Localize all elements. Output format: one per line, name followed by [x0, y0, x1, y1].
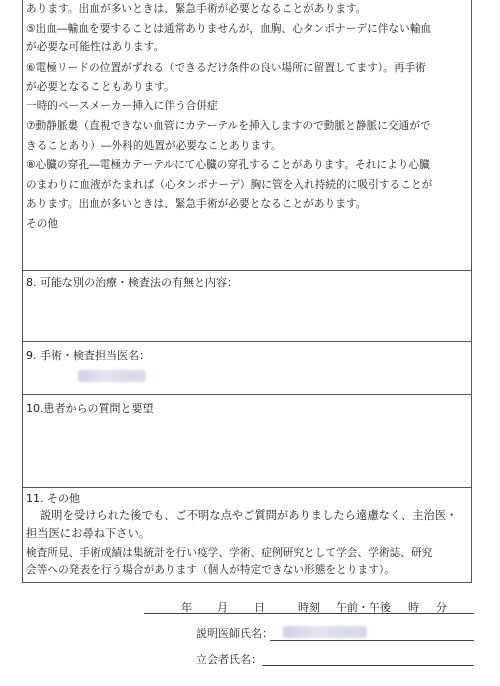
text-line: ⑤出血―輸血を要することは通常ありませんが，血胸、心タンポナーデに伴ない輸血 [26, 23, 432, 35]
section-divider [22, 341, 472, 342]
witness-underline [262, 665, 474, 666]
notice-line: 検査所見、手術成績は集統計を行い疫学、学術、症例研究として学会、学術誌、研究 [26, 547, 433, 559]
month-label: 月 [217, 601, 228, 614]
date-underline [144, 613, 474, 614]
section-divider [22, 487, 472, 488]
notice-line: 会等への発表を行う場合があります（個人が特定できない形態をとります）。 [26, 564, 395, 576]
text-line: あります。出血が多いときは、緊急手術が必要となることがあります。 [26, 198, 367, 210]
section-8-label: 8. 可能な別の治療・検査法の有無と内容： [26, 276, 238, 289]
explainer-underline [270, 640, 474, 641]
year-label: 年 [181, 601, 192, 614]
text-line: ⑧心臓の穿孔―電極カテーテルにて心臓の穿孔することがあります。それにより心臓 [26, 159, 430, 171]
day-label: 日 [254, 601, 265, 614]
time-label: 時刻 [298, 601, 320, 614]
witness-label: 立会者氏名： [196, 653, 262, 666]
text-line: その他 [26, 218, 59, 230]
section-divider [22, 270, 472, 271]
hour-label: 時 [408, 601, 419, 614]
text-line: ⑦動静脈婁（直視できない血管にカテーテルを挿入しますので動脈と静脈に交通がで [26, 120, 431, 132]
text-line: ⑥電極リードの位置がずれる（できるだけ条件の良い場所に留置してます）。再手術 [26, 62, 426, 74]
am-pm-label: 午前・午後 [336, 601, 391, 614]
notice-line: 担当医にお尋ね下さい。 [26, 527, 151, 540]
section-10-label: 10.患者からの質問と要望 [26, 402, 154, 415]
text-line: きることあり）―外科的処置が必要なことあります。 [26, 140, 282, 152]
text-line: が必要となることもあります。 [26, 81, 175, 93]
consent-form-sheet [22, 0, 472, 583]
text-line: 一時的ペースメーカー挿入に伴う合併症 [26, 100, 218, 112]
text-line: が必要な可能性はあります。 [26, 41, 165, 53]
section-divider [22, 394, 472, 395]
text-line: あります。出血が多いときは、緊急手術が必要となることがあります。 [26, 3, 367, 15]
section-11-label: 11. その他 [26, 492, 80, 505]
explainer-label: 説明医師氏名： [196, 627, 273, 640]
redacted-explainer-name [283, 626, 367, 638]
section-9-label: 9. 手術・検査担当医名： [26, 349, 150, 362]
text-line: のまわりに血液がたまれば（心タンポナーデ）胸に管を入れ持続的に吸引することが [26, 179, 433, 191]
redacted-doctor-name [78, 370, 146, 382]
minute-label: 分 [436, 601, 447, 614]
notice-line: 説明を受けられた後でも、ご不明な点やご質問がありましたら遠慮なく、主治医・ [40, 509, 458, 522]
